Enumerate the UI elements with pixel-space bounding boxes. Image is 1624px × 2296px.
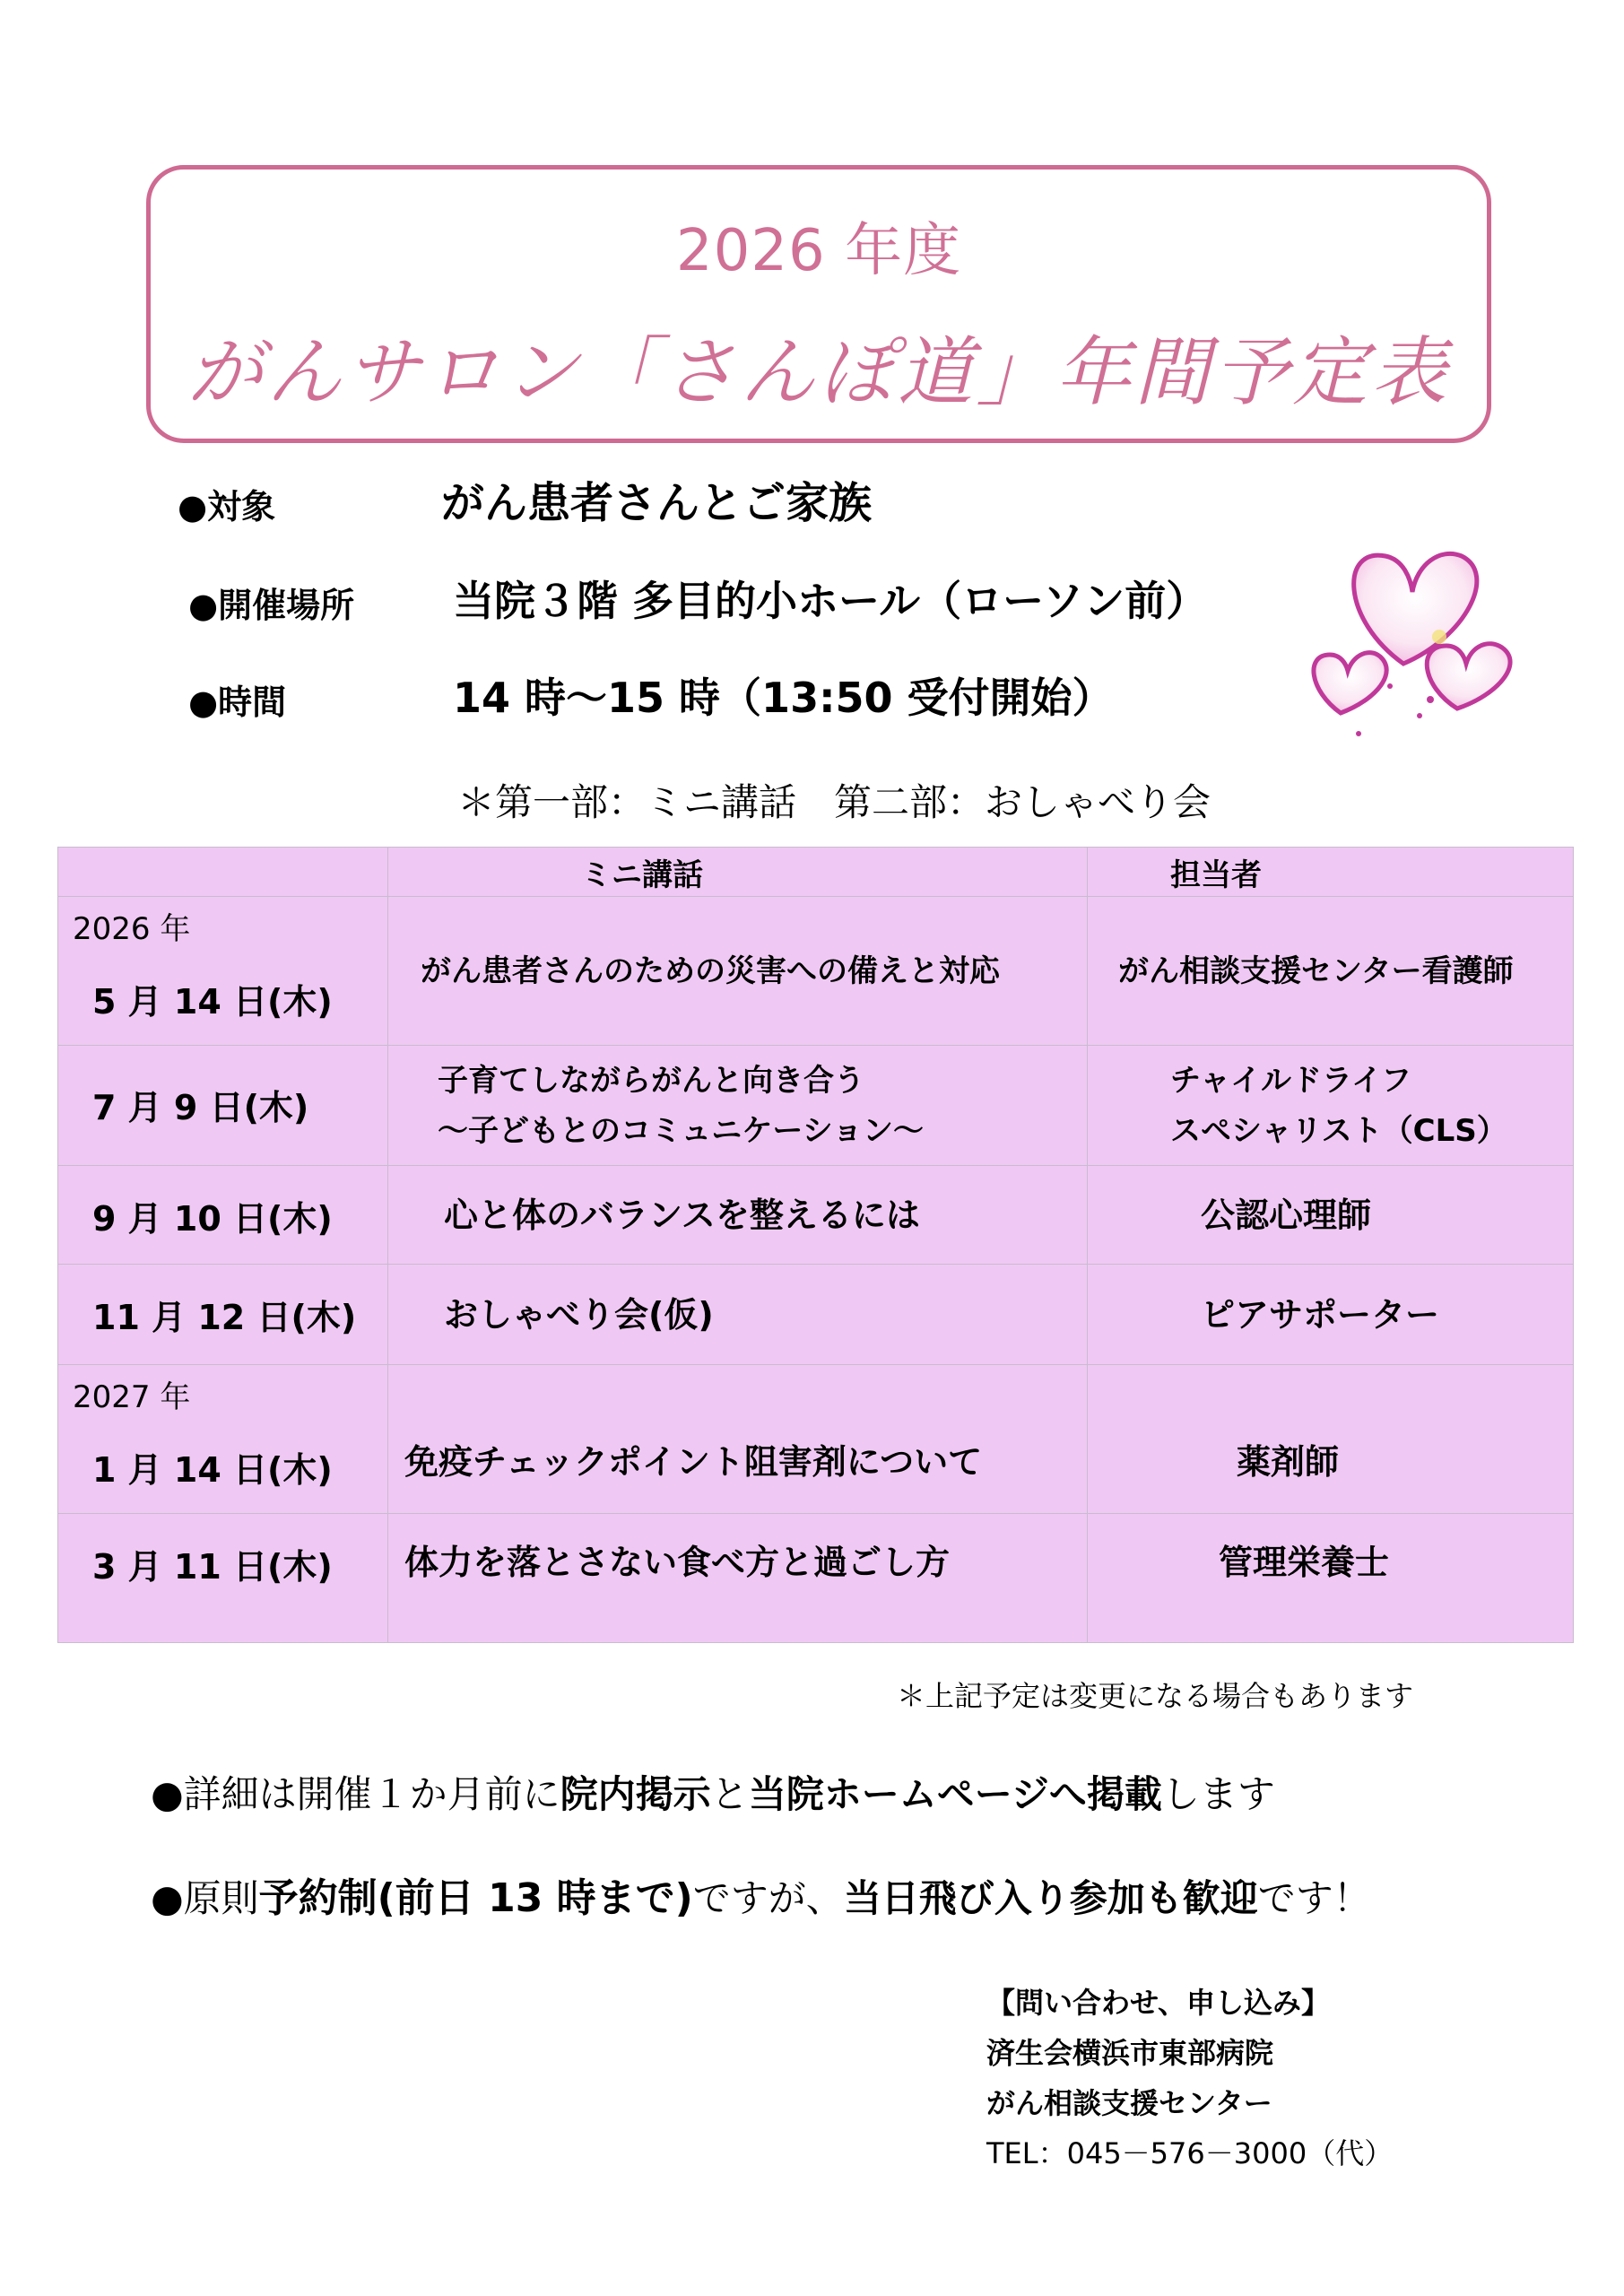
table-row [58, 897, 1574, 1046]
bullet-text: ですが、 [692, 1876, 844, 1920]
topic-line: 免疫チェックポイント阻害剤について [404, 1441, 983, 1482]
bullet-details [151, 1765, 1275, 1819]
contact-heading: 【問い合わせ、申し込み】 [986, 1986, 1331, 2020]
date-cell [58, 1265, 388, 1365]
topic-cell [388, 1265, 1088, 1365]
date-label: 1 月 14 日(木) [92, 1450, 333, 1490]
speaker-line: チャイルドライフ [1170, 1062, 1411, 1099]
speaker-cell [1088, 897, 1574, 1046]
date-label: 11 月 12 日(木) [92, 1298, 357, 1337]
speaker-line: がん相談支援センター看護師 [1118, 952, 1514, 989]
date-cell [58, 1365, 388, 1514]
header-speaker: 担当者 [1088, 848, 1574, 897]
topic-line: 心と体のバランスを整えるには [444, 1195, 920, 1235]
title-year: 2026 年度 [675, 218, 962, 284]
date-cell [58, 1514, 388, 1643]
target-label: ●対象 [178, 487, 276, 526]
topic-cell [388, 1365, 1088, 1514]
speaker-cell [1088, 1166, 1574, 1265]
bullet-text: ●原則 [151, 1876, 259, 1920]
page-title: がんサロン「さんぽ道」年間予定表 [187, 328, 1450, 416]
bullet-emphasis: 当院ホームページへ掲載 [748, 1772, 1162, 1816]
bullet-text: と [710, 1772, 749, 1816]
contact-org: 済生会横浜市東部病院 [986, 2036, 1274, 2070]
topic-cell [388, 1514, 1088, 1643]
speaker-line: 薬剤師 [1237, 1441, 1340, 1482]
program-note: ＊第一部：ミニ講話 第二部：おしゃべり会 [457, 780, 1211, 824]
bullet-text: します [1161, 1772, 1275, 1816]
speaker-line: スペシャリスト（CLS） [1170, 1112, 1507, 1149]
date-label: 3 月 11 日(木) [92, 1547, 333, 1587]
bullet-emphasis: 院内掲示 [560, 1772, 711, 1816]
topic-line: 子育てしながらがんと向き合う [438, 1062, 864, 1099]
table-row [58, 1514, 1574, 1643]
speaker-line: 公認心理師 [1201, 1195, 1372, 1235]
date-cell [58, 1046, 388, 1166]
header-topic: ミニ講話 [388, 848, 1088, 897]
topic-cell [388, 897, 1088, 1046]
bullet-emphasis: 予約制(前日 13 時まで) [258, 1875, 693, 1921]
bullet-text: です！ [1257, 1876, 1371, 1920]
table-row [58, 1365, 1574, 1514]
bullet-text: ●詳細は開催１か月前に [151, 1772, 560, 1816]
table-header-row [58, 848, 1574, 897]
speaker-cell [1088, 1514, 1574, 1643]
hearts-icon [1305, 529, 1538, 744]
place-value: 当院３階 多目的小ホール（ローソン前） [453, 577, 1208, 625]
bullet-reservation [151, 1866, 1371, 1923]
date-cell [58, 897, 388, 1046]
speaker-cell [1088, 1365, 1574, 1514]
date-label: 9 月 10 日(木) [92, 1199, 333, 1239]
topic-line: ～子どもとのコミュニケーション～ [438, 1112, 924, 1149]
topic-cell [388, 1046, 1088, 1166]
change-note: ＊上記予定は変更になる場合もあります [897, 1679, 1414, 1713]
year-label: 2027 年 [73, 1379, 191, 1415]
contact-dept: がん相談支援センター [986, 2086, 1272, 2120]
bullet-emphasis: 当日飛び入り参加も歓迎 [843, 1876, 1258, 1920]
speaker-line: 管理栄養士 [1219, 1543, 1390, 1582]
topic-line: おしゃべり会(仮) [444, 1294, 714, 1335]
date-cell [58, 1166, 388, 1265]
target-value: がん患者さんとご家族 [441, 478, 873, 528]
time-label: ●時間 [188, 683, 287, 722]
topic-line: がん患者さんのための災害への備えと対応 [421, 952, 1000, 989]
speaker-cell [1088, 1046, 1574, 1166]
year-label: 2026 年 [73, 911, 191, 947]
header-date [58, 848, 388, 897]
date-label: 7 月 9 日(木) [92, 1088, 309, 1127]
contact-tel: TEL：045－576－3000（代） [986, 2136, 1394, 2170]
table-row [58, 1046, 1574, 1166]
speaker-cell [1088, 1265, 1574, 1365]
speaker-line: ピアサポーター [1201, 1294, 1440, 1335]
table-row [58, 1265, 1574, 1365]
place-label: ●開催場所 [188, 586, 355, 625]
date-label: 5 月 14 日(木) [92, 982, 333, 1022]
topic-line: 体力を落とさない食べ方と過ごし方 [404, 1543, 951, 1582]
table-row [58, 1166, 1574, 1265]
schedule-table [57, 847, 1574, 1643]
time-value: 14 時～15 時（13:50 受付開始） [453, 674, 1114, 722]
topic-cell [388, 1166, 1088, 1265]
